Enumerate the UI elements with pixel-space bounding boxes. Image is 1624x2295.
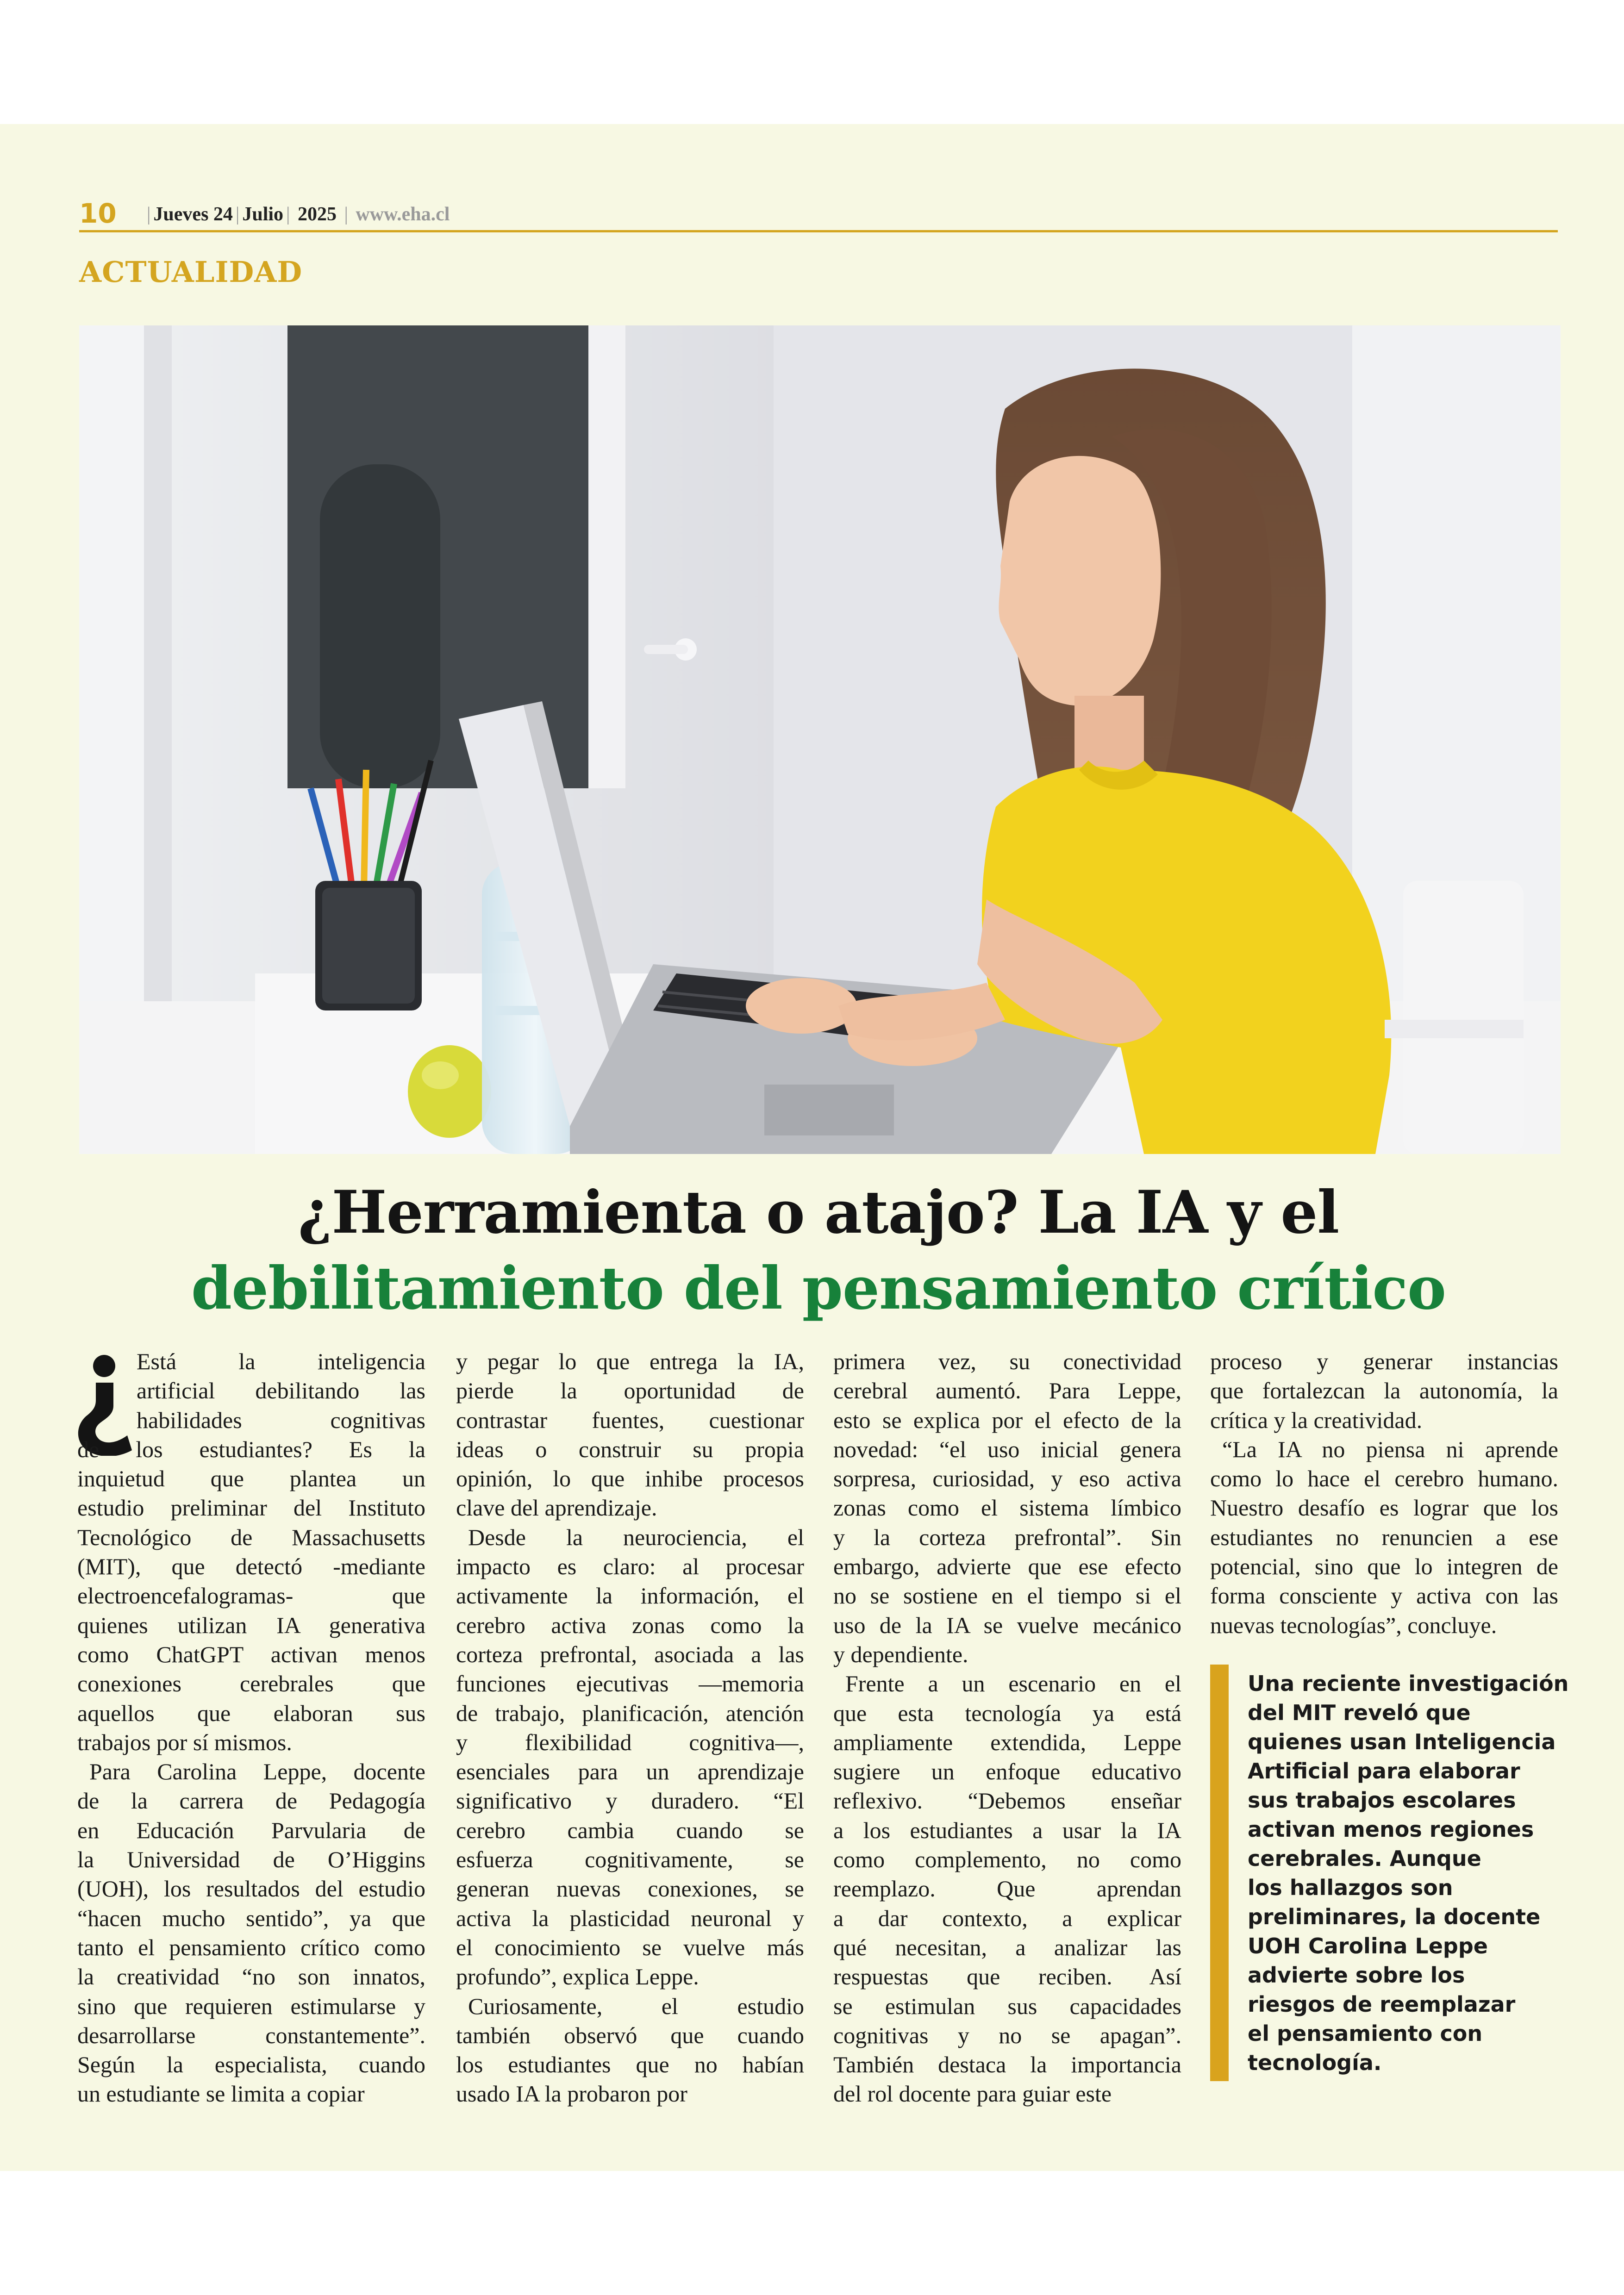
- article-photo: [79, 325, 1561, 1154]
- article-column-1: [77, 1347, 425, 2109]
- article-line: corteza prefrontal, asociada a las: [456, 1641, 804, 1667]
- page-header: [79, 197, 1558, 232]
- site-url[interactable]: www.eha.cl: [356, 204, 450, 225]
- article-line: también observó que cuando: [456, 2022, 804, 2048]
- article-line: sino que requieren estimularse y: [77, 1993, 425, 2019]
- article-line: primera vez, su conectividad: [833, 1348, 1181, 1374]
- pull-quote-line: quienes usan Inteligencia: [1248, 1729, 1556, 1754]
- article-line: impacto es claro: al procesar: [456, 1553, 804, 1580]
- article-line: Está la inteligencia: [137, 1348, 425, 1374]
- article-line: qué necesitan, a analizar las: [833, 1934, 1181, 1960]
- pull-quote-bar: [1210, 1665, 1229, 2081]
- article-line: nuevas tecnologías”, concluye.: [1210, 1612, 1497, 1638]
- article-line: y flexibilidad cognitiva—,: [456, 1729, 804, 1755]
- article-line: usado IA la probaron por: [456, 2081, 687, 2107]
- article-line: generan nuevas conexiones, se: [456, 1876, 804, 1902]
- pull-quote-line: Artificial para elaborar: [1248, 1759, 1520, 1784]
- article-line: (UOH), los resultados del estudio: [77, 1876, 425, 1902]
- article-line: que esta tecnología ya está: [833, 1700, 1181, 1726]
- chair: [1403, 881, 1524, 1154]
- article-line: zonas como el sistema límbico: [833, 1495, 1181, 1521]
- article-line: en Educación Parvularia de: [77, 1817, 425, 1843]
- pull-quote-line: cerebrales. Aunque: [1248, 1846, 1481, 1871]
- article-line: novedad: “el uso inicial genera: [833, 1436, 1181, 1462]
- article-line: forma consciente y activa con las: [1210, 1583, 1558, 1609]
- article-line: de trabajo, planificación, atención: [456, 1700, 804, 1726]
- article-line: Curiosamente, el estudio: [468, 1993, 804, 2019]
- article-line: desarrollarse constantemente”.: [77, 2022, 425, 2048]
- article-line: Nuestro desafío es lograr que los: [1210, 1495, 1558, 1521]
- article-line: Desde la neurociencia, el: [468, 1524, 804, 1550]
- article-line: y la corteza prefrontal”. Sin: [833, 1524, 1181, 1550]
- article-line: clave del aprendizaje.: [456, 1495, 657, 1521]
- pull-quote-line: sus trabajos escolares: [1248, 1788, 1516, 1813]
- date-month: Julio: [242, 204, 284, 225]
- article-line: (MIT), que detectó -mediante: [77, 1553, 425, 1580]
- article-line: También destaca la importancia: [833, 2052, 1181, 2078]
- article-line: estudio preliminar del Instituto: [77, 1495, 425, 1521]
- article-line: inquietud que plantea un: [77, 1466, 425, 1492]
- article-line: uso de la IA se vuelve mecánico: [833, 1612, 1181, 1638]
- article-line: como lo hace el cerebro humano.: [1210, 1466, 1558, 1492]
- pull-quote-line: activan menos regiones: [1248, 1817, 1534, 1842]
- article-line: los estudiantes que no habían: [456, 2052, 804, 2078]
- article-line: y dependiente.: [833, 1641, 968, 1667]
- section-label: ACTUALIDAD: [79, 255, 303, 289]
- article-headline: [79, 1176, 1558, 1325]
- article-line: trabajos por sí mismos.: [77, 1729, 292, 1755]
- apple: [408, 1045, 491, 1138]
- article-line: potencial, sino que lo integren de: [1210, 1553, 1558, 1580]
- article-line: contrastar fuentes, cuestionar: [456, 1407, 804, 1433]
- article-line: profundo”, explica Leppe.: [456, 1964, 699, 1990]
- article-line: opinión, lo que inhibe procesos: [456, 1466, 804, 1492]
- article-line: no se sostiene en el tiempo si el: [833, 1583, 1181, 1609]
- article-line: que fortalezcan la autonomía, la: [1210, 1378, 1558, 1404]
- article-line: el conocimiento se vuelve más: [456, 1934, 804, 1960]
- pull-quote-line: los hallazgos son: [1248, 1875, 1453, 1900]
- article-line: activa la plasticidad neuronal y: [456, 1905, 804, 1931]
- article-line: embargo, advierte que ese efecto: [833, 1553, 1181, 1580]
- article-column-4: [1210, 1347, 1558, 1640]
- article-line: la creatividad “no son innatos,: [77, 1964, 425, 1990]
- article-line: como ChatGPT activan menos: [77, 1641, 425, 1667]
- headline-line-2: debilitamiento del pensamiento crítico: [191, 1254, 1446, 1322]
- article-line: ideas o construir su propia: [456, 1436, 804, 1462]
- article-line: reemplazo. Que aprendan: [833, 1876, 1181, 1902]
- article-line: pierde la oportunidad de: [456, 1378, 804, 1404]
- header-rule: [79, 230, 1558, 232]
- article-line: Según la especialista, cuando: [77, 2052, 425, 2078]
- article-line: significativo y duradero. “El: [456, 1788, 804, 1814]
- article-column-2: [456, 1347, 804, 2109]
- article-line: a dar contexto, a explicar: [833, 1905, 1181, 1931]
- article-line: y pegar lo que entrega la IA,: [456, 1348, 804, 1374]
- pull-quote-line: riesgos de reemplazar: [1248, 1992, 1516, 2017]
- article-line: cerebral aumentó. Para Leppe,: [833, 1378, 1181, 1404]
- pull-quote: [1248, 1669, 1567, 2077]
- article-line: cognitivas y no se apagan”.: [833, 2022, 1181, 2048]
- article-line: un estudiante se limita a copiar: [77, 2081, 365, 2107]
- article-line: ampliamente extendida, Leppe: [833, 1729, 1181, 1755]
- article-line: cerebro activa zonas como la: [456, 1612, 804, 1638]
- pull-quote-line: del MIT reveló que: [1248, 1700, 1471, 1725]
- pull-quote-line: preliminares, la docente: [1248, 1904, 1541, 1929]
- article-line: habilidades cognitivas: [137, 1407, 425, 1433]
- article-line: del rol docente para guiar este: [833, 2081, 1112, 2107]
- article-line: de la carrera de Pedagogía: [77, 1788, 425, 1814]
- article-line: sorpresa, curiosidad, y eso activa: [833, 1466, 1181, 1492]
- pull-quote-line: el pensamiento con: [1248, 2021, 1483, 2046]
- article-line: se estimulan sus capacidades: [833, 1993, 1181, 2019]
- article-line: artificial debilitando las: [137, 1378, 425, 1404]
- article-line: Frente a un escenario en el: [845, 1671, 1181, 1697]
- article-line: reflexivo. “Debemos enseñar: [833, 1788, 1181, 1814]
- article-line: sugiere un enfoque educativo: [833, 1759, 1181, 1785]
- article-line: electroencefalogramas- que: [77, 1583, 425, 1609]
- article-line: como complemento, no como: [833, 1846, 1181, 1873]
- student-laptop-illustration: [79, 325, 1561, 1154]
- article-line: crítica y la creatividad.: [1210, 1407, 1423, 1433]
- article-line: “La IA no piensa ni aprende: [1222, 1436, 1558, 1462]
- article-line: “hacen mucho sentido”, ya que: [77, 1905, 425, 1931]
- article-line: esfuerza cognitivamente, se: [456, 1846, 804, 1873]
- article-line: funciones ejecutivas —memoria: [456, 1671, 804, 1697]
- article-line: respuestas que reciben. Así: [833, 1964, 1181, 1990]
- article-line: estudiantes no renuncien a ese: [1210, 1524, 1558, 1550]
- article-column-3: [833, 1347, 1181, 2109]
- girl-face: [999, 456, 1161, 705]
- date-day: Jueves 24: [153, 204, 233, 225]
- article-line: quienes utilizan IA generativa: [77, 1612, 425, 1638]
- article-line: Tecnológico de Massachusetts: [77, 1524, 425, 1550]
- article-line: a los estudiantes a usar la IA: [833, 1817, 1181, 1843]
- article-line: esto se explica por el efecto de la: [833, 1407, 1181, 1433]
- headline-line-1: ¿Herramienta o atajo? La IA y el: [298, 1178, 1339, 1247]
- pull-quote-line: Una reciente investigación: [1248, 1671, 1569, 1696]
- article-line: Para Carolina Leppe, docente: [89, 1759, 425, 1785]
- issue-date: | Jueves 24 | Julio | 2025 | www.eha.cl: [147, 204, 450, 225]
- pull-quote-line: tecnología.: [1248, 2050, 1382, 2075]
- article-line: aquellos que elaboran sus: [77, 1700, 425, 1726]
- article-line: la Universidad de O’Higgins: [77, 1846, 425, 1873]
- date-year: 2025: [297, 204, 337, 225]
- pull-quote-line: UOH Carolina Leppe: [1248, 1933, 1488, 1958]
- article-line: proceso y generar instancias: [1210, 1348, 1558, 1374]
- article-line: tanto el pensamiento crítico como: [77, 1934, 425, 1960]
- article-line: activamente la información, el: [456, 1583, 804, 1609]
- article-line: cerebro cambia cuando se: [456, 1817, 804, 1843]
- pull-quote-line: advierte sobre los: [1248, 1963, 1465, 1988]
- article-line: conexiones cerebrales que: [77, 1671, 425, 1697]
- article-line: esenciales para un aprendizaje: [456, 1759, 804, 1785]
- article-line: de los estudiantes? Es la: [77, 1436, 425, 1462]
- page-number: 10: [79, 198, 117, 229]
